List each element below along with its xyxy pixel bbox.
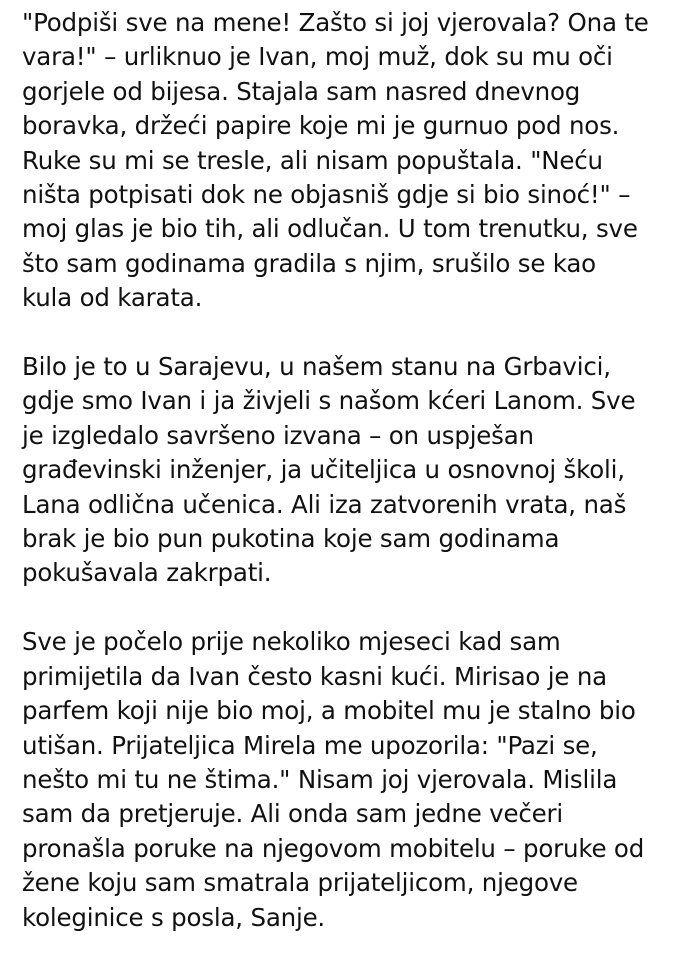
text-line: žene koju sam smatrala prijateljicom, njegove [22,868,578,898]
text-line: Ruke su mi se tresle, ali nisam popuštala. "Neću [22,145,603,175]
text-line: brak je bio pun pukotina koje sam godinama [22,524,560,554]
text-line: "Podpiši sve na mene! Zašto si joj vjerovala? Ona te [22,8,649,37]
paragraph-2 [22,350,690,591]
text-line: parfem koji nije bio moj, a mobitel mu je stalno bio [22,696,636,726]
text-line: gdje smo Ivan i ja živjeli s našom kćeri Lanom. Sve [22,386,636,416]
text-line: kula od karata. [22,283,203,313]
text-line: ništa potpisati dok ne objasniš gdje si bio sinoć!" – [22,180,631,210]
text-line: boravka, držeći papire koje mi je gurnuo pod nos. [22,111,620,141]
text-line: utišan. Prijateljica Mirela me upozorila: "Pazi se, [22,730,598,760]
text-line: moj glas je bio tih, ali odlučan. U tom trenutku, sve [22,214,638,244]
text-line: građevinski inženjer, ja učiteljica u osnovnoj školi, [22,455,625,485]
text-line: što sam godinama gradila s njim, srušilo se kao [22,248,596,278]
post-text [22,6,690,969]
text-line: Lana odlična učenica. Ali iza zatvorenih vrata, naš [22,489,627,519]
text-line: koleginice s posla, Sanje. [22,902,326,932]
text-line: vara!" – urliknuo je Ivan, moj muž, dok su mu oči [22,42,613,72]
text-line: sam da pretjeruje. Ali onda sam jedne večeri [22,799,563,829]
paragraph-3 [22,625,690,935]
text-line: gorjele od bijesa. Stajala sam nasred dnevnog [22,76,581,106]
text-line: primijetila da Ivan često kasni kući. Mirisao je na [22,661,607,691]
paragraph-1 [22,6,690,316]
text-line: Bilo je to u Sarajevu, u našem stanu na Grbavici, [22,352,611,382]
text-line: pokušavala zakrpati. [22,558,272,588]
text-line: nešto mi tu ne štima." Nisam joj vjerovala. Mislila [22,764,618,794]
text-line: pronašla poruke na njegovom mobitelu – poruke od [22,833,645,863]
text-line: je izgledalo savršeno izvana – on uspješan [22,420,534,450]
text-line: Sve je počelo prije nekoliko mjeseci kad sam [22,627,561,657]
